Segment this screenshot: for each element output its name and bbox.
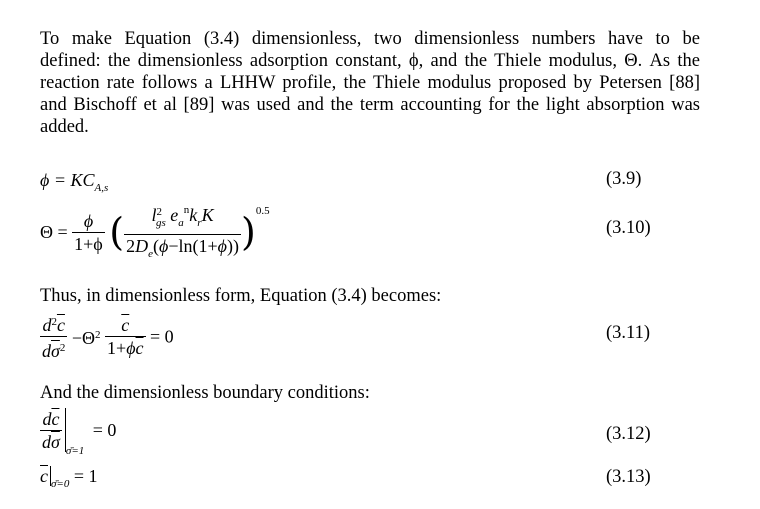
- equation-number-3-11: (3.11): [606, 323, 651, 343]
- c-bar: $\overline{c}$: [40, 466, 48, 486]
- equation-number-3-12: (3.12): [606, 424, 651, 444]
- rhs-one: = 1: [73, 466, 98, 486]
- eval-subscript: σ̄=1: [65, 445, 85, 458]
- evaluation-bar: [65, 408, 66, 452]
- equation-number-3-9: (3.9): [606, 169, 642, 189]
- fraction-denominator: $2D_e(\phi-\ln(1+\phi))$: [124, 234, 241, 264]
- first-derivative: $\frac{d\overline{c}}{d\overline{\sigma}}$: [42, 408, 60, 452]
- kc-subscript: A,s: [94, 182, 109, 194]
- intro-paragraph: [40, 28, 700, 138]
- fraction-numerator: $l^2_{gs}$ $e_a^nk_rK$: [151, 204, 214, 229]
- kc-term: KC: [70, 170, 95, 190]
- paragraph-line: added.: [40, 117, 89, 137]
- exponent: 0.5: [255, 205, 270, 218]
- equation-3-9: [40, 170, 108, 198]
- equation-number-3-10: (3.10): [606, 218, 651, 238]
- eval-subscript: σ̄=0: [51, 478, 70, 490]
- fraction-main: [124, 200, 241, 264]
- rhs-zero: = 0: [150, 326, 174, 347]
- fraction-phi-over-one-plus-phi: [72, 211, 105, 254]
- equation-3-11: $\frac{d^2\overline{c}}{d\overline{\sigma}^2}$ $-\Theta^2$ $\frac{\overline{c}}{1+\phi\overline{c}}$ = 0: [40, 312, 174, 361]
- second-derivative: $\frac{d^2\overline{c}}{d\overline{\sigma}^2}$: [42, 315, 66, 361]
- right-paren: ): [240, 210, 256, 254]
- text-boundary-conditions: And the dimensionless boundary conditions:: [40, 383, 370, 403]
- equation-3-10: [40, 200, 270, 260]
- equation-3-12: [40, 408, 116, 461]
- fraction-numerator: ϕ: [83, 210, 94, 231]
- text-dimensionless-form: Thus, in dimensionless form, Equation (3.4) becomes:: [40, 286, 442, 306]
- equation-3-13: [40, 466, 98, 494]
- equation-number-3-13: (3.13): [606, 467, 651, 487]
- theta-lhs: Θ =: [40, 222, 68, 242]
- paragraph-line: defined: the dimensionless adsorption constant, ϕ, and the Thiele modulus, Θ. As the: [40, 51, 700, 71]
- fraction-denominator: 1+ϕ: [74, 233, 103, 254]
- paragraph-line: reaction rate follows a LHHW profile, the Thiele modulus proposed by Petersen [88]: [40, 73, 700, 93]
- paragraph-line: To make Equation (3.4) dimensionless, two dimensionless numbers have to be: [40, 29, 700, 49]
- fraction-c-over-one-plus-phi-c: $\frac{\overline{c}}{1+\phi\overline{c}}$: [107, 315, 144, 358]
- left-paren: (: [109, 210, 125, 254]
- rhs-zero: = 0: [92, 420, 117, 440]
- paragraph-line: and Bischoff et al [89] was used and the term accounting for the light absorption was: [40, 95, 700, 115]
- phi-lhs: ϕ =: [40, 170, 71, 190]
